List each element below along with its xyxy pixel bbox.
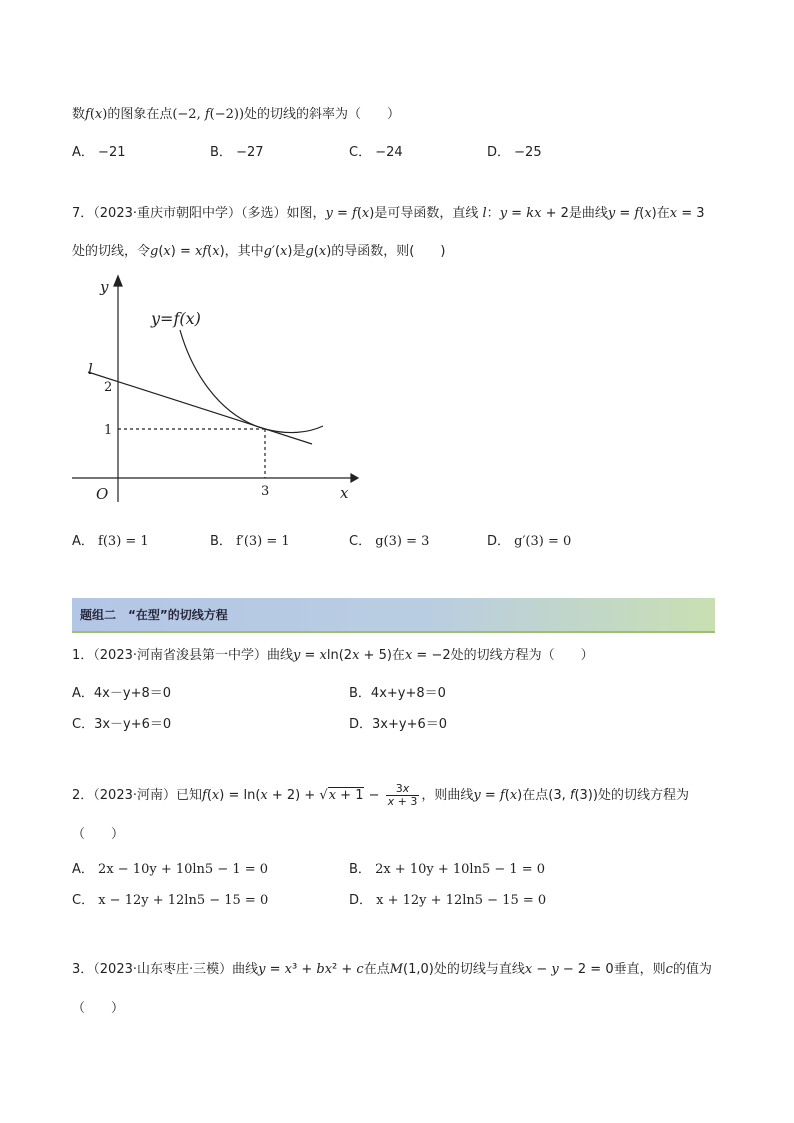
q7-option-b[interactable]: B． f′(3) = 1 bbox=[210, 534, 290, 549]
q7-stem-line1: 7．（2023·重庆市朝阳中学）（多选）如图，y = f(x)是可导函数，直线 l：y = kx + 2是曲线y = f(x)在x = 3 bbox=[72, 206, 705, 221]
q6-option-a[interactable]: A． −21 bbox=[72, 145, 126, 160]
section-title: 题组二 “在型”的切线方程 bbox=[80, 608, 228, 622]
s3-stem: 3．（2023·山东枣庄·三模）曲线y = x³ + bx² + c在点M(1,0)处的切线与直线x − y − 2 = 0垂直，则c的值为 bbox=[72, 962, 712, 977]
q6-option-d[interactable]: D． −25 bbox=[487, 145, 542, 160]
curve-f bbox=[180, 330, 323, 433]
s1-option-b[interactable]: B．4x+y+8＝0 bbox=[349, 686, 446, 701]
s2-stem: 2．（2023·河南）已知f(x) = ln(x + 2) + √x + 1 − $\frac{3x}{x + 3}$ ，则曲线y = f(x)在点(3, f(3))处的切线方程为 bbox=[72, 782, 689, 808]
section-header bbox=[72, 598, 715, 633]
q7-option-c[interactable]: C． g(3) = 3 bbox=[349, 534, 430, 549]
tick-x3: 3 bbox=[261, 484, 270, 499]
s2-paren: （ ） bbox=[72, 827, 125, 842]
q7-option-d[interactable]: D． g′(3) = 0 bbox=[487, 534, 572, 549]
q7-option-a[interactable]: A． f(3) = 1 bbox=[72, 534, 149, 549]
s2-option-a[interactable]: A． 2x − 10y + 10ln5 − 1 = 0 bbox=[72, 862, 269, 877]
tangent-line-l bbox=[88, 372, 312, 444]
tick-y1: 1 bbox=[104, 423, 113, 438]
s1-option-c[interactable]: C．3x－y+6＝0 bbox=[72, 717, 172, 732]
q6-stem: 数f(x)的图象在点(−2, f(−2))处的切线的斜率为（ ） bbox=[72, 107, 401, 122]
x-axis-arrow bbox=[351, 474, 358, 482]
q6-option-c[interactable]: C． −24 bbox=[349, 145, 403, 160]
s1-option-a[interactable]: A．4x－y+8＝0 bbox=[72, 686, 171, 701]
s2-option-b[interactable]: B． 2x + 10y + 10ln5 − 1 = 0 bbox=[349, 862, 546, 877]
x-axis-label: x bbox=[340, 484, 349, 502]
line-label: l bbox=[88, 360, 93, 378]
curve-label: y=f(x) bbox=[151, 309, 201, 328]
s1-stem: 1．（2023·河南省浚县第一中学）曲线y = xln(2x + 5)在x = −2处的切线方程为（ ） bbox=[72, 648, 594, 663]
s2-option-c[interactable]: C． x − 12y + 12ln5 − 15 = 0 bbox=[72, 893, 269, 908]
y-axis-label: y bbox=[100, 278, 109, 296]
origin-label: O bbox=[96, 485, 109, 503]
s3-paren: （ ） bbox=[72, 1001, 125, 1016]
q7-function-graph bbox=[66, 274, 366, 510]
s2-option-d[interactable]: D． x + 12y + 12ln5 − 15 = 0 bbox=[349, 893, 547, 908]
q6-option-b[interactable]: B． −27 bbox=[210, 145, 264, 160]
q7-stem-line2: 处的切线，令g(x) = xf(x)，其中g′(x)是g(x)的导函数，则( ) bbox=[72, 244, 446, 259]
tick-y2: 2 bbox=[104, 380, 113, 395]
y-axis-arrow bbox=[114, 276, 122, 286]
s1-option-d[interactable]: D．3x+y+6＝0 bbox=[349, 717, 448, 732]
